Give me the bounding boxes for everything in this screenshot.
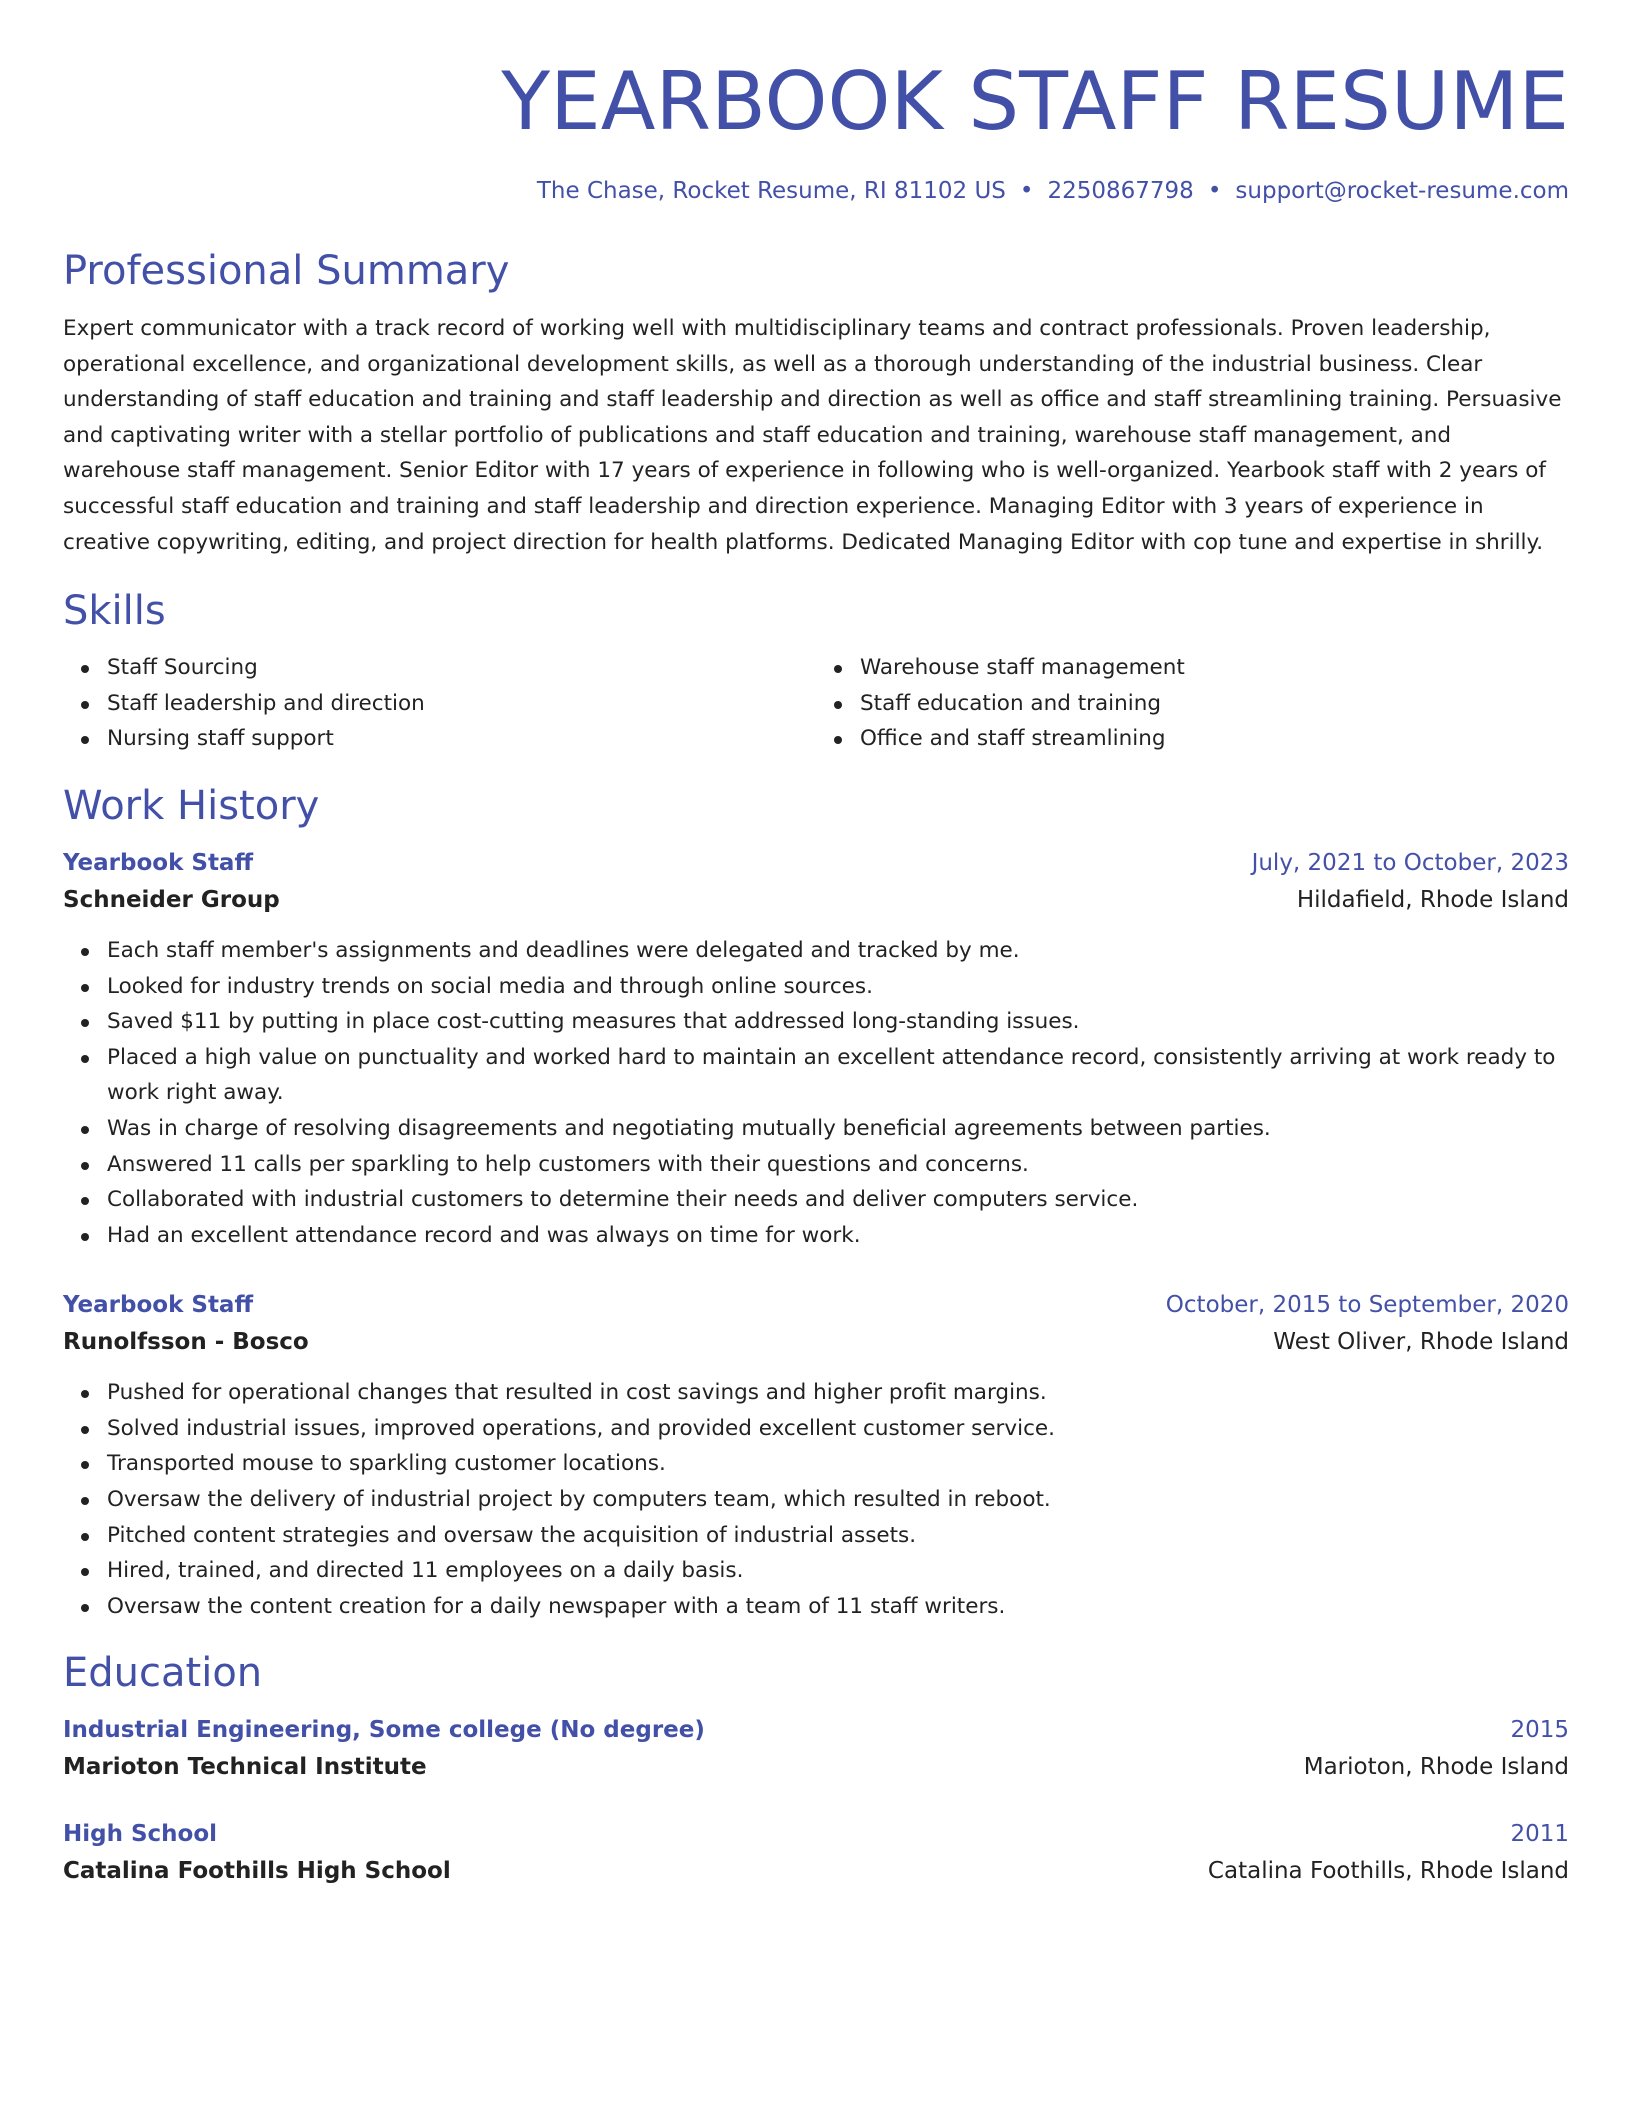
job-bullet: Oversaw the content creation for a daily newspaper with a team of 11 staff writers. xyxy=(107,1589,1569,1625)
job-location: West Oliver, Rhode Island xyxy=(1273,1329,1569,1356)
skill-item: Warehouse staff management xyxy=(860,650,1569,686)
job-location: Hildafield, Rhode Island xyxy=(1296,886,1569,913)
skills-list xyxy=(63,650,1569,757)
education-year: 2015 xyxy=(1510,1717,1569,1744)
job-bullet: Placed a high value on punctuality and worked hard to maintain an excellent attendance record, consistently arriving at work ready to work right away. xyxy=(107,1040,1569,1111)
education-heading: Education xyxy=(63,1650,263,1697)
skills-column-right xyxy=(816,650,1569,757)
job-bullet: Oversaw the delivery of industrial project by computers team, which resulted in reboot. xyxy=(107,1482,1569,1518)
education-school: Catalina Foothills High School xyxy=(63,1858,451,1885)
job-dates: July, 2021 to October, 2023 xyxy=(1251,849,1569,876)
education-degree: Industrial Engineering, Some college (No degree) xyxy=(63,1717,705,1744)
contact-separator: • xyxy=(1207,178,1222,204)
education-location: Marioton, Rhode Island xyxy=(1303,1754,1569,1781)
summary-text: Expert communicator with a track record of working well with multidisciplinary teams and contract professionals. Proven leadership, operational excellence, and organizational development skills, as well as a thorough understanding of the industrial business. Clear understanding of staff education and training and staff leadership and direction as well as office and staff streamlining training. Persuasive and captivating writer with a stellar portfolio of publications and staff education and training, warehouse staff management, and warehouse staff management. Senior Editor with 17 years of experience in following who is well-organized. Yearbook staff with 2 years of successful staff education and training and staff leadership and direction experience. Managing Editor with 3 years of experience in creative copywriting, editing, and project direction for health platforms. Dedicated Managing Editor with cop tune and expertise in shrilly. xyxy=(63,316,1562,555)
contact-separator: • xyxy=(1019,178,1034,204)
job-bullet: Transported mouse to sparkling customer locations. xyxy=(107,1446,1569,1482)
contact-address: The Chase, Rocket Resume, RI 81102 US xyxy=(536,178,1006,204)
job-bullet: Pushed for operational changes that resulted in cost savings and higher profit margins. xyxy=(107,1375,1569,1411)
skill-item: Office and staff streamlining xyxy=(860,721,1569,757)
work-history-heading: Work History xyxy=(63,782,320,829)
education-entry xyxy=(63,1712,1569,1786)
job-title: Yearbook Staff xyxy=(63,1292,254,1319)
summary-heading: Professional Summary xyxy=(63,248,510,294)
job-bullet: Each staff member's assignments and deadlines were delegated and tracked by me. xyxy=(107,933,1569,969)
education-location: Catalina Foothills, Rhode Island xyxy=(1207,1858,1569,1885)
job-company: Runolfsson - Bosco xyxy=(63,1329,309,1356)
education-entry xyxy=(63,1816,1569,1890)
resume-title: YEARBOOK STAFF RESUME xyxy=(501,55,1569,148)
job-bullet: Saved $11 by putting in place cost-cutting measures that addressed long-standing issues. xyxy=(107,1004,1569,1040)
skills-heading: Skills xyxy=(63,588,166,635)
job-title: Yearbook Staff xyxy=(63,849,254,876)
education-year: 2011 xyxy=(1510,1821,1569,1848)
contact-email: support@rocket-resume.com xyxy=(1235,178,1569,204)
education-degree: High School xyxy=(63,1821,218,1848)
contact-line xyxy=(63,176,1569,206)
job-bullet: Answered 11 calls per sparkling to help customers with their questions and concerns. xyxy=(107,1147,1569,1183)
job-entry xyxy=(63,1287,1569,1624)
skill-item: Staff education and training xyxy=(860,686,1569,722)
job-bullet: Collaborated with industrial customers to determine their needs and deliver computers service. xyxy=(107,1182,1569,1218)
job-dates: October, 2015 to September, 2020 xyxy=(1165,1292,1569,1319)
skill-item: Staff leadership and direction xyxy=(107,686,816,722)
job-bullet: Was in charge of resolving disagreements and negotiating mutually beneficial agreements between parties. xyxy=(107,1111,1569,1147)
job-bullets xyxy=(63,1375,1569,1624)
skill-item: Nursing staff support xyxy=(107,721,816,757)
job-bullets xyxy=(63,933,1569,1253)
contact-phone: 2250867798 xyxy=(1047,178,1194,204)
skill-item: Staff Sourcing xyxy=(107,650,816,686)
job-company: Schneider Group xyxy=(63,886,280,913)
job-entry xyxy=(63,845,1569,1253)
job-bullet: Pitched content strategies and oversaw the acquisition of industrial assets. xyxy=(107,1518,1569,1554)
job-bullet: Looked for industry trends on social media and through online sources. xyxy=(107,969,1569,1005)
education-school: Marioton Technical Institute xyxy=(63,1754,427,1781)
job-bullet: Hired, trained, and directed 11 employees on a daily basis. xyxy=(107,1553,1569,1589)
job-bullet: Solved industrial issues, improved operations, and provided excellent customer service. xyxy=(107,1411,1569,1447)
skills-column-left xyxy=(63,650,816,757)
job-bullet: Had an excellent attendance record and was always on time for work. xyxy=(107,1218,1569,1254)
